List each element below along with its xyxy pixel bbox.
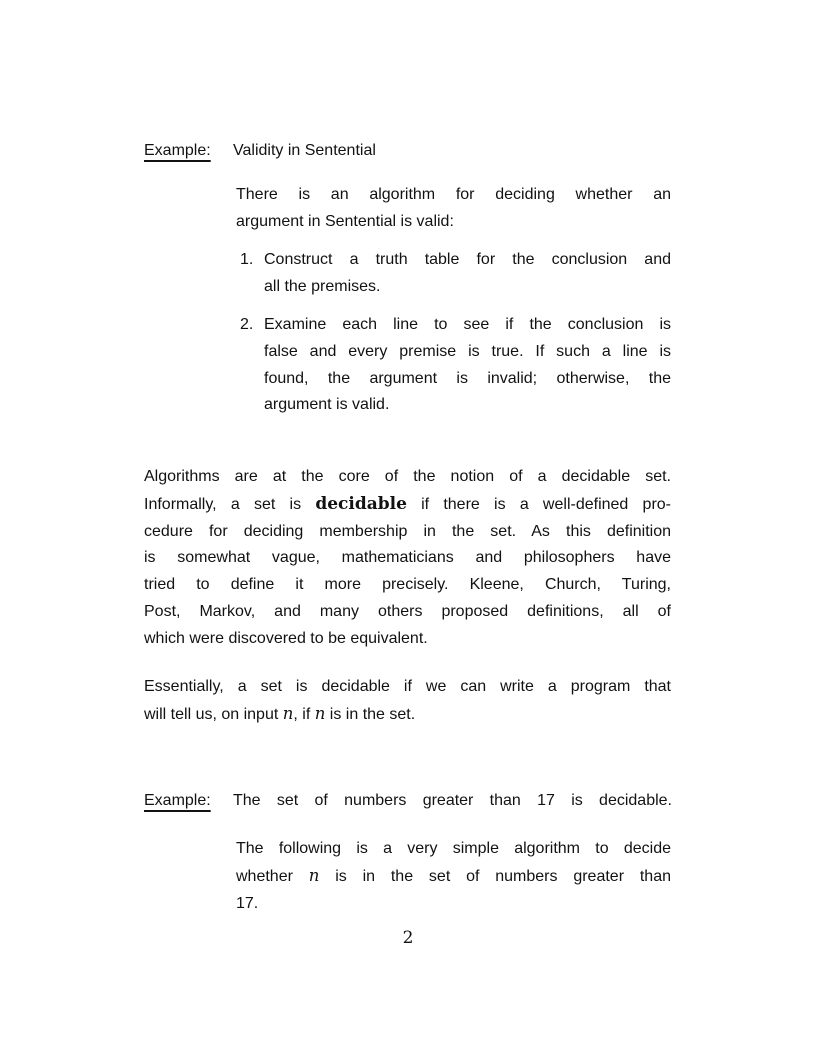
- text-line: false and every premise is true. If such a line is: [264, 342, 671, 360]
- text-line: which were discovered to be equivalent.: [144, 629, 428, 647]
- paragraph-essentially: [144, 674, 671, 729]
- text-line: argument is valid.: [264, 396, 390, 414]
- page-number: 2: [402, 928, 414, 948]
- text-line: Algorithms are at the core of the notion of a decidable set.: [144, 468, 671, 485]
- text-line: cedure for deciding membership in the set. As this definition: [144, 522, 671, 540]
- example-1-heading: [144, 138, 672, 165]
- text-line: found, the argument is invalid; otherwise, the: [264, 369, 671, 387]
- text-line: Construct a truth table for the conclusion and: [264, 251, 671, 268]
- text-line: all the premises.: [264, 277, 381, 295]
- text-line: whether n is in the set of numbers greater than: [236, 865, 671, 885]
- text-line: tried to define it more precisely. Kleene, Church, Turing,: [144, 576, 671, 594]
- text-line: will tell us, on input n, if n is in the set.: [144, 703, 416, 723]
- example-2-title: The set of numbers greater than 17 is decidable.: [233, 792, 672, 809]
- example-2-body-paragraph: [236, 836, 671, 917]
- paragraph-decidable-sets: [144, 464, 671, 653]
- example-1-label: Example:: [144, 142, 211, 159]
- text-line: argument in Sentential is valid:: [236, 212, 454, 230]
- text-line: Informally, a set is decidable if there is a well-defined pro-: [144, 493, 671, 514]
- example-1-title: Validity in Sentential: [233, 142, 376, 159]
- example-2-heading: [144, 788, 672, 815]
- text-line: There is an algorithm for deciding whether an: [236, 186, 671, 203]
- text-line: Post, Markov, and many others proposed definitions, all of: [144, 602, 671, 620]
- numbered-list-item-2: [240, 312, 671, 419]
- example-2-label: Example:: [144, 792, 211, 809]
- list-item-text: [264, 247, 671, 301]
- text-line: 17.: [236, 894, 259, 912]
- text-line: is somewhat vague, mathematicians and philosophers have: [144, 549, 671, 567]
- text-line: The following is a very simple algorithm to decide: [236, 840, 671, 857]
- text-line: Essentially, a set is decidable if we can write a program that: [144, 678, 671, 695]
- list-item-text: [264, 312, 671, 419]
- text-line: Examine each line to see if the conclusion is: [264, 316, 671, 333]
- numbered-list-item-1: [240, 247, 671, 301]
- example-1-intro-paragraph: [236, 182, 671, 236]
- list-item-number: 1.: [240, 251, 254, 268]
- list-item-number: 2.: [240, 316, 254, 333]
